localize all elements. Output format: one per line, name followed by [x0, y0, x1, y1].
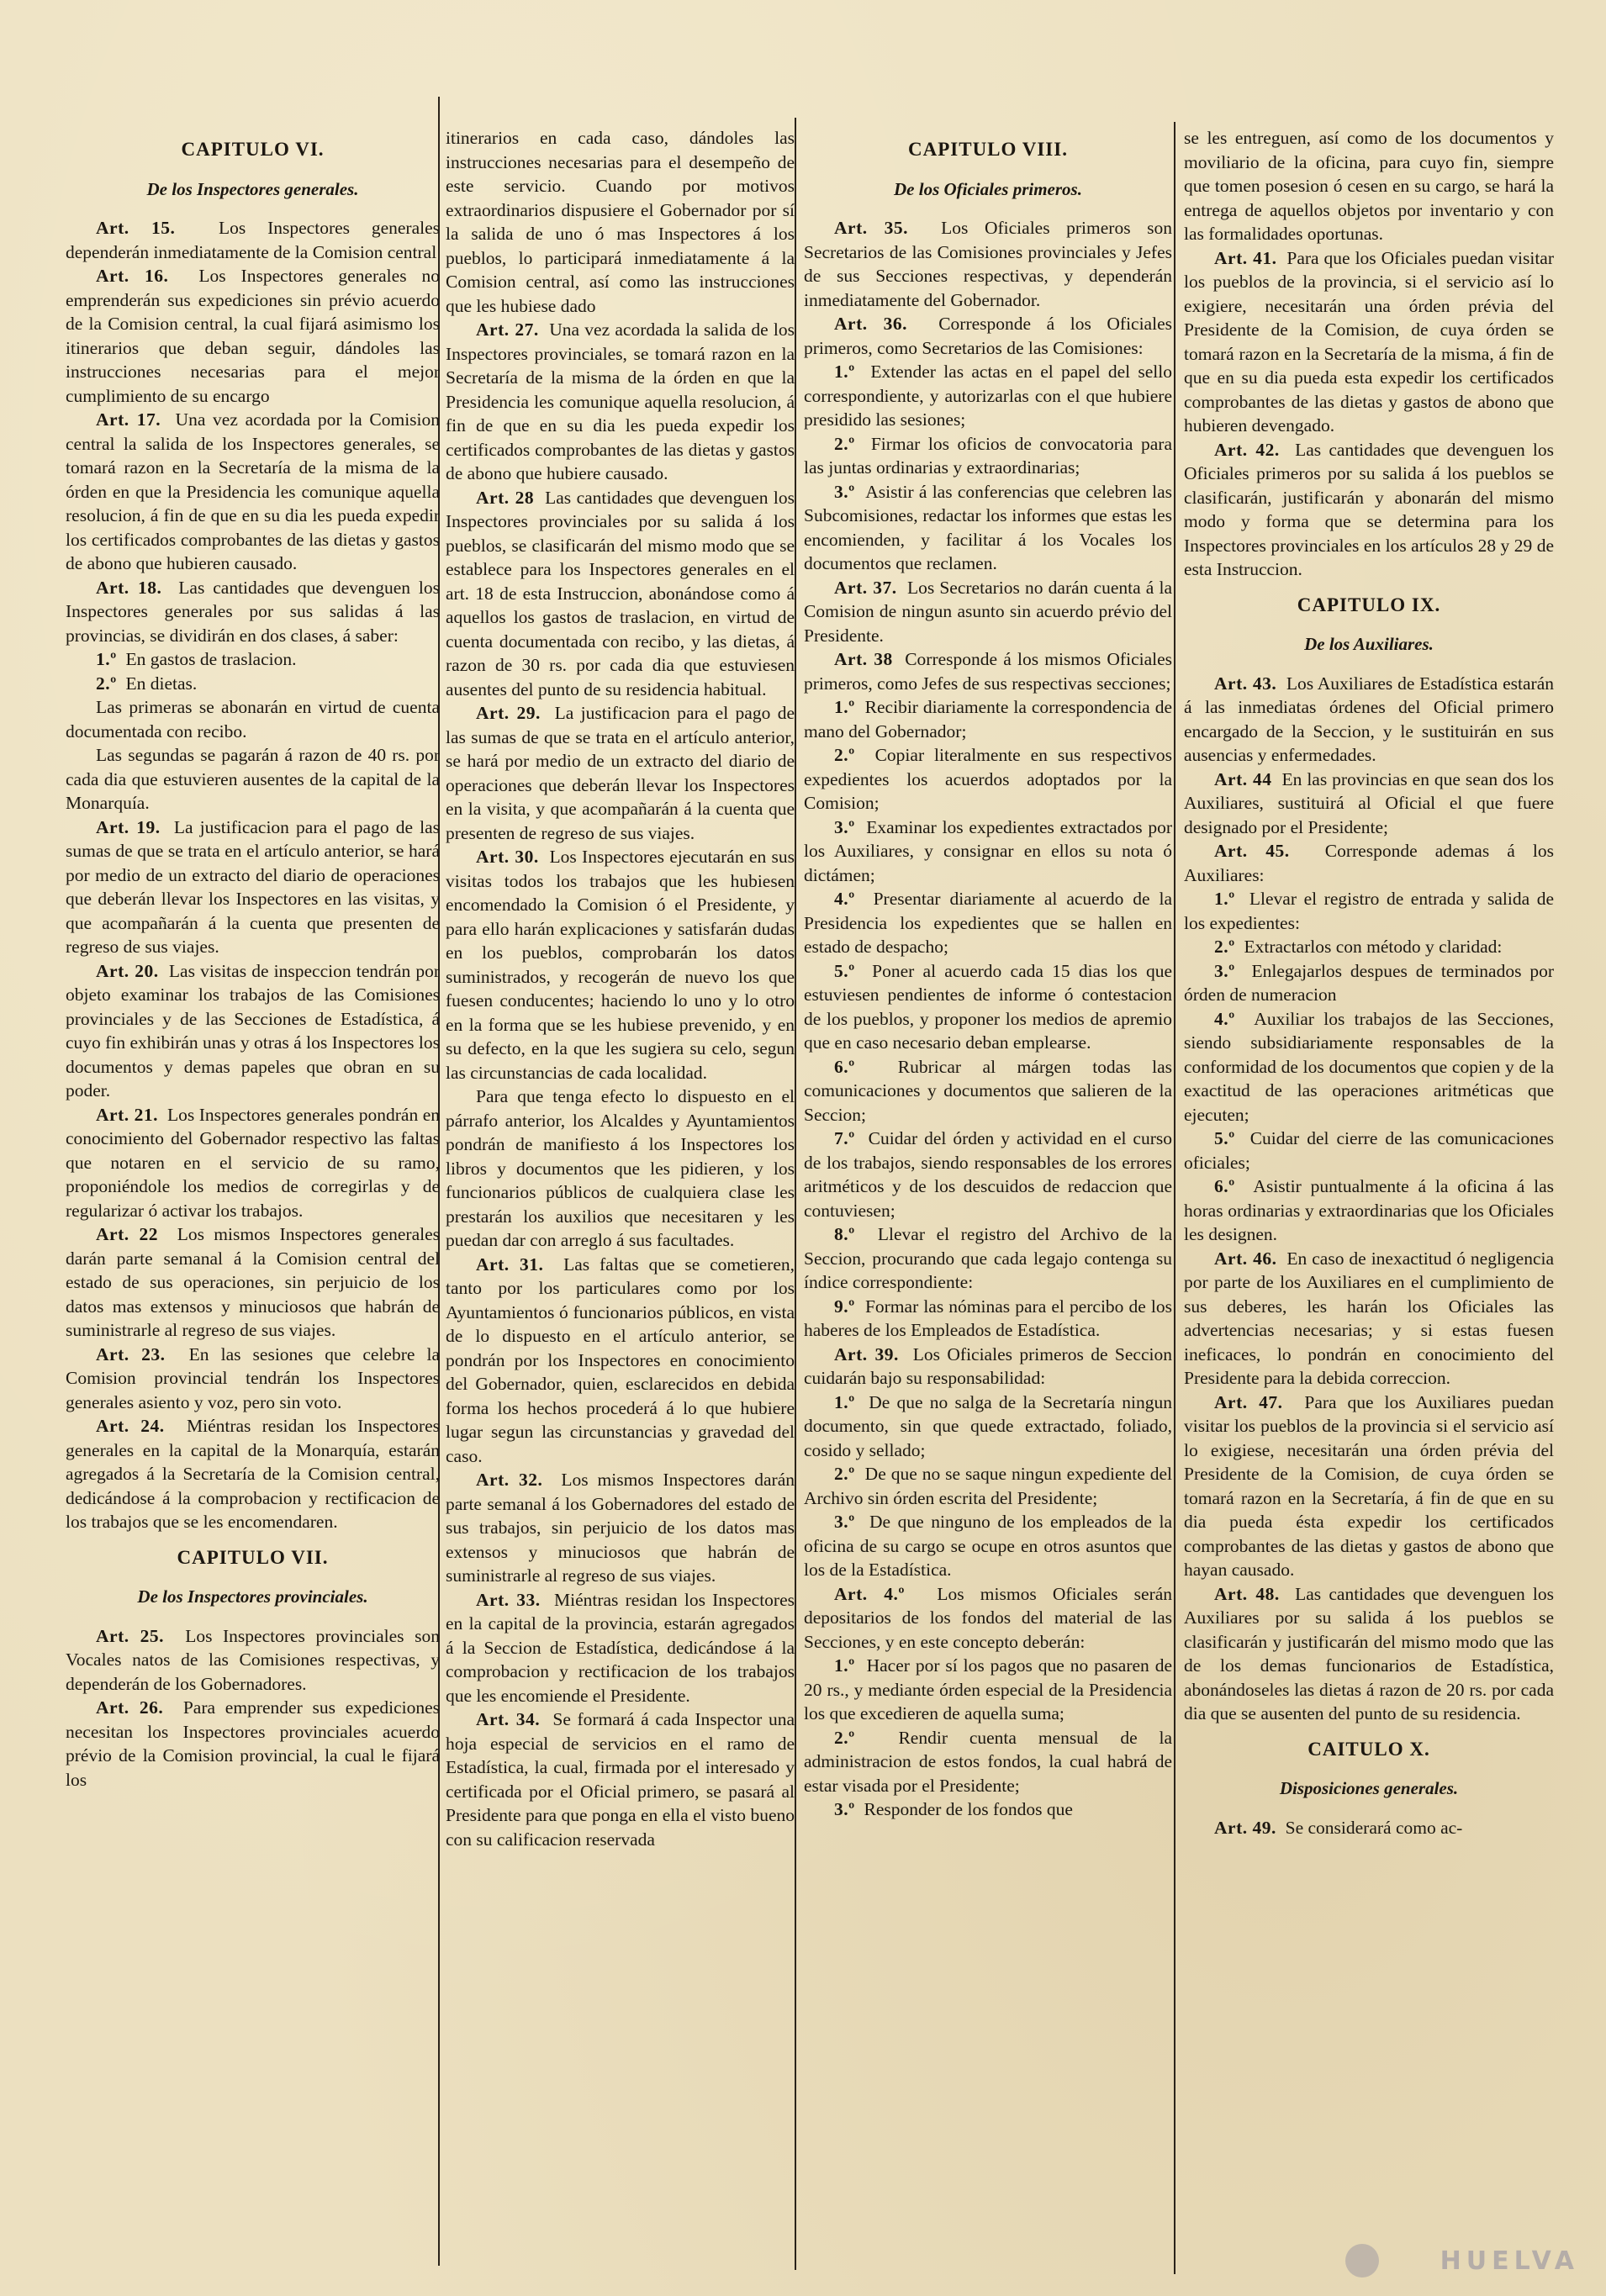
- article-paragraph: [804, 216, 1172, 312]
- article-paragraph: [804, 815, 1172, 888]
- chapter-heading: CAPITULO IX.: [1297, 594, 1441, 615]
- article-paragraph: [804, 959, 1172, 1055]
- article-label: 6.º: [1214, 1176, 1235, 1196]
- article-paragraph: [804, 1295, 1172, 1343]
- article-paragraph: [1184, 438, 1554, 582]
- article-paragraph: [1184, 672, 1554, 768]
- article-label: 1.º: [834, 362, 855, 382]
- article-paragraph: [1184, 1174, 1554, 1247]
- article-label: 1.º: [96, 649, 117, 669]
- chapter-subtitle: Disposiciones generales.: [1279, 1778, 1459, 1798]
- article-paragraph: [66, 743, 440, 815]
- article-label: Art. 4.º: [834, 1583, 906, 1604]
- article-label: 3.º: [834, 816, 855, 837]
- article-paragraph: [66, 1222, 440, 1343]
- article-text: Cuidar del órden y actividad en el curso de los trabajos, siendo responsables de los errores aritméticos y de los descuidos de redaccion que contuviesen;: [804, 1128, 1172, 1221]
- article-label: 3.º: [834, 481, 855, 502]
- article-paragraph: [804, 647, 1172, 695]
- article-paragraph: [804, 695, 1172, 743]
- article-label: Art. 35.: [834, 218, 909, 238]
- article-label: Art. 44: [1214, 768, 1272, 789]
- article-label: 1.º: [834, 1655, 855, 1676]
- article-label: 2.º: [96, 673, 117, 694]
- article-paragraph: [66, 216, 440, 264]
- article-label: 6.º: [834, 1056, 855, 1077]
- article-text: De que no salga de la Secretaría ningun documento, sin que quede extractado, foliado, cosido y sellado;: [804, 1391, 1172, 1460]
- article-paragraph: [804, 1391, 1172, 1463]
- article-label: Art. 49.: [1214, 1817, 1276, 1838]
- article-label: 3.º: [834, 1512, 855, 1532]
- article-text: Corresponde á los mismos Oficiales primeros, como Jefes de sus respectivas secciones;: [804, 649, 1172, 694]
- article-label: 1.º: [834, 1391, 855, 1412]
- article-text: Miéntras residan los Inspectores en la capital de la provincia, estarán agregados á la Seccion de Estadística, dedicándose á la comprobacion y rectificacion de los trabajos que les encomiende el Presidente.: [446, 1589, 795, 1706]
- article-paragraph: [804, 312, 1172, 360]
- text-column-2: [446, 126, 795, 2278]
- text-column-3: [804, 126, 1172, 2278]
- article-paragraph: [1184, 1127, 1554, 1174]
- article-label: Art. 24.: [96, 1416, 165, 1436]
- article-paragraph: [804, 1582, 1172, 1655]
- article-label: 4.º: [834, 889, 855, 909]
- article-text: Rendir cuenta mensual de la administracion de estos fondos, la cual habrá de estar visada por el Presidente;: [804, 1727, 1172, 1796]
- archive-logo-icon: [1345, 2244, 1379, 2278]
- article-text: Rubricar al márgen todas las comunicaciones y documentos que salieren de la Seccion;: [804, 1056, 1172, 1125]
- article-text: Llevar el registro de entrada y salida de los expedientes:: [1184, 889, 1554, 933]
- article-paragraph: [66, 959, 440, 1103]
- article-paragraph: [804, 887, 1172, 959]
- article-label: Art. 48.: [1214, 1583, 1280, 1604]
- article-text: Formar las nóminas para el percibo de los haberes de los Empleados de Estadística.: [804, 1296, 1172, 1340]
- article-paragraph: [804, 1343, 1172, 1391]
- article-label: Art. 27.: [476, 319, 539, 340]
- article-label: Art. 26.: [96, 1697, 164, 1718]
- article-paragraph: [66, 408, 440, 576]
- article-label: Art. 15.: [96, 218, 176, 238]
- article-label: Art. 29.: [476, 703, 541, 723]
- article-paragraph: [1184, 1391, 1554, 1582]
- article-text: Los Secretarios no darán cuenta á la Comision de ningun asunto sin acuerdo prévio del Presidente.: [804, 577, 1172, 646]
- article-paragraph: [804, 432, 1172, 480]
- article-text: Los Inspectores ejecutarán en sus visitas todos los trabajos que les hubiesen encomendado la Comision ó el Presidente, y para ello harán explicaciones y satisfarán dudas en los pueblos, comprobarán los datos suministrados, y recogerán de nuevo los que fuesen conducentes; haciendo lo uno y lo otro en la forma que se les hubiese prevenido, y en su defecto, en la que les sugiera su celo, segun las circunstancias de cada localidad.: [446, 847, 795, 1083]
- article-label: 7.º: [834, 1128, 855, 1148]
- article-text: Asistir á las conferencias que celebren las Subcomisiones, redactar los informes que estas les encomienden, y facilitar á los Vocales los documentos que reclamen.: [804, 481, 1172, 573]
- article-paragraph: [1184, 126, 1554, 246]
- article-text: Presentar diariamente al acuerdo de la Presidencia los expedientes que se hallen en estado de despacho;: [804, 889, 1172, 957]
- article-paragraph: [804, 1127, 1172, 1222]
- article-paragraph: [66, 1343, 440, 1415]
- article-label: Art. 36.: [834, 314, 908, 334]
- article-paragraph: [446, 1253, 795, 1469]
- article-paragraph: [66, 672, 440, 696]
- article-paragraph: [1184, 887, 1554, 935]
- article-label: 1.º: [1214, 889, 1235, 909]
- article-text: Miéntras residan los Inspectores generales en la capital de la Monarquía, estarán agregados á la Secretaría de la Comision central, dedicándose á la comprobacion y rectificacion de los trabajos que se les encomendaren.: [66, 1416, 440, 1532]
- article-label: 3.º: [1214, 960, 1235, 981]
- article-text: Recibir diariamente la correspondencia de mano del Gobernador;: [804, 697, 1172, 742]
- article-paragraph: [446, 1707, 795, 1851]
- article-paragraph: [446, 318, 795, 486]
- article-label: 2.º: [834, 433, 855, 454]
- article-label: Art. 18.: [96, 577, 162, 598]
- article-text: Corresponde á los Oficiales primeros, como Secretarios de las Comisiones:: [804, 314, 1172, 358]
- article-paragraph: [804, 1510, 1172, 1582]
- article-text: Llevar el registro del Archivo de la Seccion, procurando que cada legajo contenga su índice correspondiente:: [804, 1224, 1172, 1292]
- article-label: Art. 30.: [476, 847, 539, 867]
- article-paragraph: [446, 1588, 795, 1708]
- article-paragraph: [1184, 1582, 1554, 1726]
- article-label: Art. 37.: [834, 577, 897, 598]
- article-text: Auxiliar los trabajos de las Secciones, siendo subsidiariamente responsables de la conformidad de los documentos que copien y de la exactitud de las operaciones aritméticas que ejecuten;: [1184, 1008, 1554, 1125]
- article-text: Extender las actas en el papel del sello correspondiente, y autorizarlas con el que hubiere presidido las sesiones;: [804, 362, 1172, 430]
- article-paragraph: [66, 264, 440, 408]
- article-paragraph: [446, 845, 795, 1085]
- article-text: Se formará á cada Inspector una hoja especial de servicios en el ramo de Estadística, la cual, firmada por el interesado y certificada por el Oficial primero, se pasará al Presidente para que ponga en ella el visto bueno con su calificacion reservada: [446, 1709, 795, 1850]
- article-label: 4.º: [1214, 1008, 1235, 1029]
- article-label: 5.º: [834, 960, 855, 981]
- article-paragraph: [1184, 959, 1554, 1007]
- article-text: Para que tenga efecto lo dispuesto en el párrafo anterior, los Alcaldes y Ayuntamientos pondrán de manifiesto á los Inspectores los libros y documentos que les pidieren, y los funcionarios públicos de cualquiera clase les prestarán los auxilios que necesitaren y les puedan dar con arreglo á sus facultades.: [446, 1086, 795, 1250]
- chapter-subtitle: De los Auxiliares.: [1304, 634, 1434, 654]
- chapter-heading: CAPITULO VIII.: [908, 139, 1068, 160]
- article-text: La justificacion para el pago de las sumas de que se trata en el artículo anterior, se hará por medio de un extracto del diario de operaciones que deberán llevar los Inspectores en las visitas, y que acompañarán á la cuenta que presenten de regreso de sus viajes.: [66, 816, 440, 957]
- article-text: Cuidar del cierre de las comunicaciones oficiales;: [1184, 1128, 1554, 1173]
- article-text: Los Inspectores generales pondrán en conocimiento del Gobernador respectivo las faltas que notaren en el servicio de su ramo, proponiéndole los medios de corregirlas y de regularizar ó activar los trabajos.: [66, 1104, 440, 1221]
- article-label: 5.º: [1214, 1128, 1235, 1148]
- article-text: Examinar los expedientes extractados por los Auxiliares, y consignar en ellos su nota ó dictámen;: [804, 816, 1172, 885]
- article-text: Para emprender sus expediciones necesitan los Inspectores provinciales acuerdo prévio de la Comision provincial, la cual le fijará los: [66, 1697, 440, 1790]
- article-paragraph: [804, 1222, 1172, 1295]
- article-text: Los Inspectores provinciales son Vocales natos de las Comisiones respectivas, y dependerán de los Gobernadores.: [66, 1625, 440, 1694]
- article-label: Art. 17.: [96, 409, 161, 430]
- article-text: Copiar literalmente en sus respectivos expedientes los acuerdos adoptados por la Comision;: [804, 745, 1172, 813]
- article-paragraph: [804, 480, 1172, 576]
- article-label: Art. 43.: [1214, 673, 1277, 694]
- article-text: Asistir puntualmente á la oficina á las horas ordinarias y extraordinarias que los Oficiales les designen.: [1184, 1176, 1554, 1244]
- article-text: Las cantidades que devenguen los Inspectores provinciales por su salida á los pueblos, se clasificarán del mismo modo que se establece para los Inspectores generales en el art. 18 de esta Instruccion, abonándose como á aquellos los gastos de traslacion, en virtud de cuenta documentada con recibo, y las dietas, á razon de 30 rs. por cada dia que estuviesen ausentes del punto de su residencia habitual.: [446, 487, 795, 699]
- article-text: Los Inspectores generales no emprenderán sus expediciones sin prévio acuerdo de la Comision central, la cual fijará asimismo los itinerarios que deban seguir, dándoles las instrucciones necesarias para el mejor cumplimiento de su encargo: [66, 266, 440, 406]
- article-text: Enlegajarlos despues de terminados por órden de numeracion: [1184, 960, 1554, 1005]
- article-text: Una vez acordada por la Comision central la salida de los Inspectores generales, se tomará razon en la Secretaría de la misma de la órden en que la Presidencia les comunique aquella resolucion, á fin de que en su dia les pueda expedir los certificados comprobantes de las dietas y gastos de abono que hubieren causado.: [66, 409, 440, 573]
- article-text: se les entreguen, así como de los documentos y moviliario de la oficina, para cuyo fin, siempre que tomen posesion ó cesen en su cargo, se hará la entrega de aquellos objetos por inventario y con las formalidades oportunas.: [1184, 128, 1554, 244]
- article-label: 1.º: [834, 697, 855, 717]
- article-text: Corresponde ademas á los Auxiliares:: [1184, 841, 1554, 885]
- article-paragraph: [804, 1797, 1172, 1822]
- article-text: En las provincias en que sean dos los Auxiliares, sustituirá al Oficial el que fuere designado por el Presidente;: [1184, 768, 1554, 837]
- article-text: Para que los Oficiales puedan visitar los pueblos de la provincia, si el servicio así lo exigiere, necesitarán una órden prévia del Presidente de la Comision, de cuya órden se tomará razon en la Secretaría de la misma, á fin de que en su dia pueda esta expedir los certificados comprobantes de las dietas y gastos de abono que hubieren devengado.: [1184, 247, 1554, 435]
- article-text: En las sesiones que celebre la Comision provincial tendrán los Inspectores generales asiento y voz, pero sin voto.: [66, 1343, 440, 1412]
- chapter-subtitle: De los Oficiales primeros.: [894, 178, 1082, 199]
- article-text: Una vez acordada la salida de los Inspectores provinciales, se tomará razon en la Secretaría de la misma de la órden en que la Presidencia les comunique aquella resolucion, á fin de que en su dia les pueda expedir los certificados comprobantes de las dietas y gastos de abono que hubiere causado.: [446, 319, 795, 483]
- article-label: Art. 34.: [476, 1709, 541, 1729]
- article-text: Para que los Auxiliares puedan visitar los pueblos de la provincia si el servicio así lo exigiese, necesitarán una órden prévia del Presidente de la Comision, de cuya órden se tomará razon en la Secretaría, á fin de que en su dia pueda ésta expedir los certificados comprobantes de las dietas y gastos de abono que hayan causado.: [1184, 1391, 1554, 1580]
- article-paragraph: [446, 1468, 795, 1588]
- article-text: Las cantidades que devenguen los Inspectores generales por sus salidas á las provincias, se dividirán en dos clases, á saber:: [66, 577, 440, 646]
- article-text: Hacer por sí los pagos que no pasaren de 20 rs., y mediante órden especial de la Presidencia los que excedieren de aquella suma;: [804, 1655, 1172, 1723]
- article-text: Las primeras se abonarán en virtud de cuenta documentada con recibo.: [66, 697, 440, 742]
- article-paragraph: [66, 1414, 440, 1534]
- article-paragraph: [1184, 839, 1554, 887]
- article-label: Art. 28: [476, 487, 535, 508]
- article-text: Las cantidades que devenguen los Oficiales primeros por su salida á los pueblos se clasificarán, justificarán y abonarán del mismo modo y forma que se determina para los Inspectores provinciales en los artículos 28 y 29 de esta Instruccion.: [1184, 439, 1554, 579]
- article-label: Art. 41.: [1214, 247, 1277, 268]
- article-text: De que no se saque ningun expediente del Archivo sin órden escrita del Presidente;: [804, 1464, 1172, 1508]
- article-label: Art. 22: [96, 1224, 158, 1244]
- article-label: Art. 46.: [1214, 1248, 1277, 1269]
- article-text: Extractarlos con método y claridad:: [1244, 937, 1503, 957]
- article-paragraph: [804, 1654, 1172, 1726]
- article-paragraph: [804, 1055, 1172, 1127]
- chapter-heading: CAPITULO VII.: [177, 1546, 329, 1568]
- article-paragraph: [66, 695, 440, 743]
- article-label: 9.º: [834, 1296, 855, 1317]
- article-label: Art. 23.: [96, 1343, 166, 1364]
- article-paragraph: [446, 1085, 795, 1253]
- chapter-subtitle: De los Inspectores provinciales.: [137, 1586, 368, 1607]
- article-label: Art. 39.: [834, 1343, 899, 1364]
- article-label: Art. 47.: [1214, 1391, 1283, 1412]
- article-text: Se considerará como ac-: [1285, 1817, 1463, 1838]
- article-paragraph: [66, 1696, 440, 1792]
- article-text: Los Auxiliares de Estadística estarán á las inmediatas órdenes del Oficial primero encargado de la Seccion, y le sustituirán en sus ausencias y enfermedades.: [1184, 673, 1554, 765]
- article-paragraph: [1184, 1007, 1554, 1127]
- article-label: Art. 38: [834, 649, 893, 669]
- article-text: En caso de inexactitud ó negligencia por parte de los Auxiliares en el cumplimiento de sus deberes, les harán los Oficiales las advertencias necesarias; y si estas fuesen ineficaces, lo pondrán en conocimiento del Presidente para la debida correccion.: [1184, 1248, 1554, 1388]
- text-column-1: [66, 126, 440, 2278]
- article-text: Los Oficiales primeros de Seccion cuidarán bajo su responsabilidad:: [804, 1343, 1172, 1388]
- article-text: Las segundas se pagarán á razon de 40 rs. por cada dia que estuvieren ausentes de la capital de la Monarquía.: [66, 745, 440, 813]
- article-text: Los mismos Inspectores darán parte semanal á los Gobernadores del estado de sus trabajos, sin perjuicio de los datos mas extensos y minuciosos que habrán de suministrarle al regreso de sus viajes.: [446, 1470, 795, 1586]
- article-label: Art. 42.: [1214, 439, 1280, 460]
- article-paragraph: [66, 815, 440, 959]
- article-text: Las visitas de inspeccion tendrán por objeto examinar los trabajos de las Comisiones provinciales y de las Secciones de Estadística, á cuyo fin exhibirán unas y otras á los Inspectores los documentos y demas papeles que obran en su poder.: [66, 960, 440, 1100]
- article-paragraph: [66, 647, 440, 672]
- article-text: Poner al acuerdo cada 15 dias los que estuviesen pendientes de informe ó contestacion de los pueblos, y proponer los medios de apremio que en caso necesario deban emplearse.: [804, 960, 1172, 1053]
- article-text: Los Oficiales primeros son Secretarios de las Comisiones provinciales y Jefes de sus Secciones respectivas, y dependerán inmediatamente del Gobernador.: [804, 218, 1172, 310]
- article-paragraph: [1184, 1247, 1554, 1391]
- article-paragraph: [804, 1462, 1172, 1510]
- article-label: 2.º: [834, 1727, 855, 1748]
- article-paragraph: [1184, 935, 1554, 959]
- article-paragraph: [446, 486, 795, 702]
- article-text: Las cantidades que devenguen los Auxiliares por su salida á los pueblos se clasificarán y justificarán del mismo modo que las de los demas funcionarios de Estadística, abonándoseles las dietas á razon de 20 rs. por cada dia que se ausenten del punto de su residencia.: [1184, 1583, 1554, 1723]
- chapter-heading: CAPITULO VI.: [181, 139, 325, 160]
- article-label: Art. 20.: [96, 960, 159, 981]
- article-paragraph: [804, 360, 1172, 432]
- text-column-4: [1184, 126, 1554, 2278]
- article-paragraph: [804, 576, 1172, 648]
- column-rule: [1174, 122, 1175, 2274]
- article-text: Firmar los oficios de convocatoria para las juntas ordinarias y extraordinarias;: [804, 433, 1172, 478]
- article-text: itinerarios en cada caso, dándoles las instrucciones necesarias para el desempeño de este servicio. Cuando por motivos extraordinarios dispusiere el Gobernador por sí la salida de uno ó mas Inspectores á los pueblos, lo participará inmediatamente á la Comision central, así como las instrucciones que les hubiese dado: [446, 128, 795, 316]
- article-label: Art. 25.: [96, 1625, 165, 1646]
- article-text: La justificacion para el pago de las sumas de que se trata en el artículo anterior, se hará por medio de un extracto del diario de operaciones que deberán llevar los Inspectores en la visita, y que acompañarán á la cuenta que presenten de regreso de sus viajes.: [446, 703, 795, 843]
- article-paragraph: [1184, 1816, 1554, 1840]
- article-label: 2.º: [1214, 937, 1235, 957]
- article-label: 2.º: [834, 1464, 855, 1484]
- article-paragraph: [66, 1624, 440, 1697]
- article-paragraph: [804, 1726, 1172, 1798]
- article-text: En gastos de traslacion.: [125, 649, 297, 669]
- chapter-subtitle: De los Inspectores generales.: [146, 178, 359, 199]
- archive-stamp: HUELVA: [1440, 2246, 1579, 2276]
- article-paragraph: [66, 576, 440, 648]
- article-label: Art. 32.: [476, 1470, 543, 1490]
- article-text: Las faltas que se cometieren, tanto por los particulares como por los Ayuntamientos ó funcionarios públicos, en vista de lo dispuesto en el artículo anterior, se pondrán por los Inspectores en conocimiento del Gobernador, quien, esclarecidos en debida forma los hechos procederá á lo que hubiere lugar segun las circunstancias y gravedad del caso.: [446, 1254, 795, 1466]
- chapter-heading: CAITULO X.: [1308, 1738, 1430, 1760]
- article-label: Art. 33.: [476, 1589, 541, 1610]
- article-label: Art. 16.: [96, 266, 169, 286]
- article-text: Los Inspectores generales dependerán inmediatamente de la Comision central: [66, 218, 440, 262]
- article-text: De que ninguno de los empleados de la oficina de su cargo se ocupe en otros asuntos que los de la Estadística.: [804, 1512, 1172, 1580]
- article-label: 3.º: [834, 1799, 855, 1819]
- article-text: Los mismos Oficiales serán depositarios de los fondos del material de las Secciones, y en este concepto deberán:: [804, 1583, 1172, 1652]
- article-text: En dietas.: [125, 673, 198, 694]
- article-paragraph: [1184, 768, 1554, 840]
- article-paragraph: [66, 1103, 440, 1223]
- article-label: Art. 45.: [1214, 841, 1290, 861]
- article-label: Art. 31.: [476, 1254, 544, 1275]
- article-paragraph: [804, 743, 1172, 815]
- article-label: Art. 21.: [96, 1104, 158, 1125]
- article-label: Art. 19.: [96, 816, 161, 837]
- article-label: 2.º: [834, 745, 855, 765]
- article-paragraph: [446, 126, 795, 318]
- article-label: 8.º: [834, 1224, 855, 1244]
- column-rule: [795, 118, 796, 2270]
- article-text: Los mismos Inspectores generales darán parte semanal á la Comision central del estado de sus operaciones, sin perjuicio de los datos mas extensos y minuciosos que habrán de suministrarle al regreso de sus viajes.: [66, 1224, 440, 1340]
- article-paragraph: [446, 701, 795, 845]
- article-text: Responder de los fondos que: [864, 1799, 1073, 1819]
- article-paragraph: [1184, 246, 1554, 438]
